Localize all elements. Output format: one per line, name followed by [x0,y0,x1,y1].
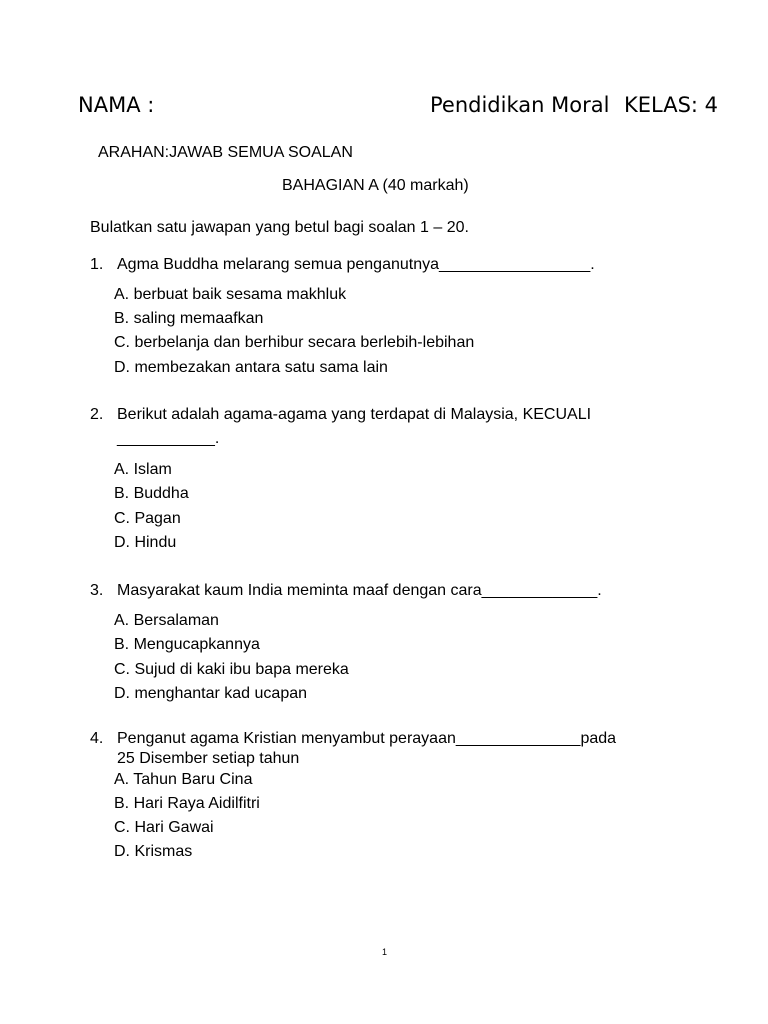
question-text-continued: 25 Disember setiap tahun [117,750,300,767]
option-a: A. Bersalaman [114,612,219,629]
option-a: A. Tahun Baru Cina [114,771,253,788]
option-b: B. Hari Raya Aidilfitri [114,795,260,812]
name-label: NAMA : [78,93,155,117]
question-number: 4. [90,730,104,747]
option-d: D. Krismas [114,843,193,860]
option-b: B. Mengucapkannya [114,636,260,653]
option-b: B. saling memaafkan [114,310,264,327]
option-a: A. Islam [114,461,172,478]
section-title: BAHAGIAN A (40 markah) [282,177,469,194]
question-text: Penganut agama Kristian menyambut perayaan______________pada [117,730,617,747]
subject-title: Pendidikan Moral [430,93,610,117]
option-d: D. menghantar kad ucapan [114,685,308,702]
option-c: C. Sujud di kaki ibu bapa mereka [114,661,349,678]
question-text: Agma Buddha melarang semua penganutnya_________________. [117,256,595,273]
question-number: 3. [90,582,104,599]
question-text: Masyarakat kaum India meminta maaf dengan cara_____________. [117,582,602,599]
page-number: 1 [382,947,388,957]
option-d: D. Hindu [114,534,177,551]
option-c: C. berbelanja dan berhibur secara berlebih-lebihan [114,334,475,351]
intro-text: Bulatkan satu jawapan yang betul bagi soalan 1 – 20. [90,219,469,236]
option-d: D. membezakan antara satu sama lain [114,359,388,376]
question-number: 2. [90,406,104,423]
question-text: Berikut adalah agama-agama yang terdapat di Malaysia, KECUALI [117,406,592,423]
instruction-text: ARAHAN:JAWAB SEMUA SOALAN [98,144,353,161]
option-c: C. Pagan [114,510,181,527]
class-label: KELAS: 4 [624,93,719,117]
option-b: B. Buddha [114,485,189,502]
question-text-continued: ___________. [117,430,220,447]
option-a: A. berbuat baik sesama makhluk [114,286,347,303]
option-c: C. Hari Gawai [114,819,214,836]
question-number: 1. [90,256,104,273]
